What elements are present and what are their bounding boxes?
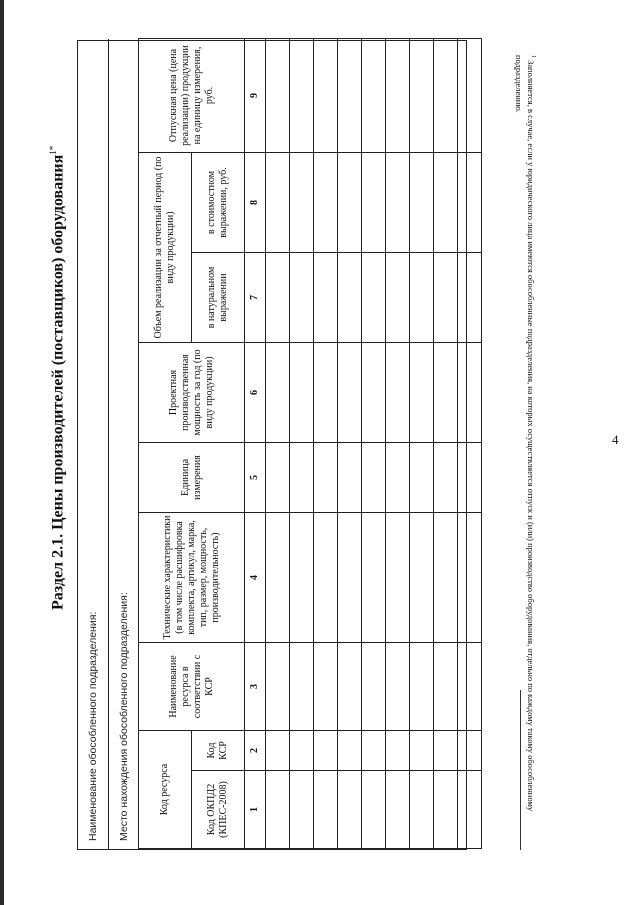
section-title <box>43 145 67 610</box>
table-cell[interactable] <box>266 39 290 153</box>
table-cell[interactable] <box>362 153 386 253</box>
column-number: 8 <box>245 153 266 253</box>
table-cell[interactable] <box>362 253 386 343</box>
title-footnote-marker: 1* <box>48 145 58 155</box>
table-cell[interactable] <box>458 731 482 771</box>
table-cell[interactable] <box>410 343 434 443</box>
table-row <box>362 39 386 849</box>
table-row <box>314 39 338 849</box>
table-cell[interactable] <box>290 253 314 343</box>
table-cell[interactable] <box>362 643 386 731</box>
table-cell[interactable] <box>338 39 362 153</box>
table-cell[interactable] <box>434 771 458 849</box>
header-volume-natural: в натуральном выражении <box>192 253 245 343</box>
table-cell[interactable] <box>458 643 482 731</box>
table-cell[interactable] <box>434 343 458 443</box>
header-ksr-code: Код КСР <box>192 731 245 771</box>
header-unit-price: Отпускная цена (цена реализации) продукции на единицу измерения, руб. <box>139 39 245 153</box>
table-cell[interactable] <box>314 443 338 513</box>
table-cell[interactable] <box>410 771 434 849</box>
header-okpd-code: Код ОКПД2 (КПЕС-2008) <box>192 771 245 849</box>
table-cell[interactable] <box>314 39 338 153</box>
table-cell[interactable] <box>386 643 410 731</box>
price-table <box>138 38 482 849</box>
table-cell[interactable] <box>410 39 434 153</box>
table-cell[interactable] <box>290 443 314 513</box>
table-cell[interactable] <box>458 443 482 513</box>
header-resource-code: Код ресурса <box>139 731 192 849</box>
table-cell[interactable] <box>290 153 314 253</box>
table-row <box>458 39 482 849</box>
table-cell[interactable] <box>410 253 434 343</box>
table-cell[interactable] <box>290 39 314 153</box>
table-cell[interactable] <box>338 513 362 643</box>
column-number: 3 <box>245 643 266 731</box>
table-row <box>290 39 314 849</box>
table-cell[interactable] <box>266 771 290 849</box>
table-cell[interactable] <box>434 253 458 343</box>
table-row <box>338 39 362 849</box>
table-cell[interactable] <box>266 443 290 513</box>
table-cell[interactable] <box>386 443 410 513</box>
header-unit: Единица измерения <box>139 443 245 513</box>
table-cell[interactable] <box>338 253 362 343</box>
table-cell[interactable] <box>338 731 362 771</box>
column-number: 2 <box>245 731 266 771</box>
table-cell[interactable] <box>410 443 434 513</box>
table-cell[interactable] <box>338 771 362 849</box>
column-number: 7 <box>245 253 266 343</box>
column-number-row <box>245 39 266 849</box>
table-cell[interactable] <box>386 771 410 849</box>
table-cell[interactable] <box>410 513 434 643</box>
form-frame <box>77 40 467 850</box>
table-cell[interactable] <box>386 343 410 443</box>
table-cell[interactable] <box>434 443 458 513</box>
table-cell[interactable] <box>314 643 338 731</box>
table-cell[interactable] <box>386 253 410 343</box>
page-number: 4 <box>612 432 619 447</box>
table-cell[interactable] <box>266 153 290 253</box>
table-cell[interactable] <box>290 513 314 643</box>
table-cell[interactable] <box>410 153 434 253</box>
table-cell[interactable] <box>386 153 410 253</box>
header-capacity: Проектная производственная мощность за год (по виду продукции) <box>139 343 245 443</box>
table-cell[interactable] <box>458 513 482 643</box>
table-cell[interactable] <box>266 643 290 731</box>
table-cell[interactable] <box>386 513 410 643</box>
table-cell[interactable] <box>434 153 458 253</box>
table-cell[interactable] <box>434 39 458 153</box>
subdivision-location-field[interactable]: Место нахождения обособленного подразделения: <box>108 39 138 849</box>
header-resource-name: Наименование ресурса в соответствии с КСР <box>139 643 245 731</box>
scan-edge <box>0 0 4 905</box>
table-row <box>386 39 410 849</box>
table-cell[interactable] <box>362 343 386 443</box>
footnote-marker: 1 <box>530 55 536 58</box>
section-title-text: Раздел 2.1. Цены производителей (поставщиков) оборудования <box>49 154 67 610</box>
table-cell[interactable] <box>314 731 338 771</box>
column-number: 6 <box>245 343 266 443</box>
table-cell[interactable] <box>458 771 482 849</box>
table-cell[interactable] <box>290 643 314 731</box>
column-number: 9 <box>245 39 266 153</box>
table-cell[interactable] <box>434 513 458 643</box>
table-cell[interactable] <box>314 253 338 343</box>
table-cell[interactable] <box>410 731 434 771</box>
table-cell[interactable] <box>266 253 290 343</box>
table-cell[interactable] <box>338 153 362 253</box>
table-cell[interactable] <box>410 643 434 731</box>
footnote-text: Заполняется, в случае, если у юридического лица имеются обособленные подразделения, на которых осуществляется отпуск и (или) производство оборудования, отдельно по каждому такому обособленному подразделению. <box>514 55 537 812</box>
table-cell[interactable] <box>458 343 482 443</box>
table-cell[interactable] <box>338 343 362 443</box>
table-cell[interactable] <box>362 513 386 643</box>
table-cell[interactable] <box>266 731 290 771</box>
table-cell[interactable] <box>362 771 386 849</box>
table-row <box>266 39 290 849</box>
table-cell[interactable] <box>290 731 314 771</box>
table-cell[interactable] <box>290 343 314 443</box>
table-cell[interactable] <box>338 443 362 513</box>
table-cell[interactable] <box>314 771 338 849</box>
footnote <box>509 55 539 815</box>
table-cell[interactable] <box>434 643 458 731</box>
table-row <box>434 39 458 849</box>
column-number: 4 <box>245 513 266 643</box>
table-cell[interactable] <box>266 343 290 443</box>
header-tech-specs: Технические характеристики (в том числе расшифровка комплекта, артикул, марка, тип, размер, мощность, производительность) <box>139 513 245 643</box>
column-number: 5 <box>245 443 266 513</box>
header-sales-volume: Объем реализации за отчетный период (по виду продукции) <box>139 153 192 343</box>
table-cell[interactable] <box>314 343 338 443</box>
table-cell[interactable] <box>362 39 386 153</box>
table-cell[interactable] <box>458 253 482 343</box>
column-number: 1 <box>245 771 266 849</box>
table-cell[interactable] <box>386 39 410 153</box>
table-cell[interactable] <box>362 443 386 513</box>
table-cell[interactable] <box>338 643 362 731</box>
table-cell[interactable] <box>314 153 338 253</box>
table-cell[interactable] <box>458 39 482 153</box>
subdivision-name-field[interactable]: Наименование обособленного подразделения: <box>87 611 99 841</box>
table-row <box>410 39 434 849</box>
table-cell[interactable] <box>434 731 458 771</box>
table-cell[interactable] <box>314 513 338 643</box>
table-cell[interactable] <box>266 513 290 643</box>
blank-rows <box>266 39 482 849</box>
table-cell[interactable] <box>386 731 410 771</box>
table-cell[interactable] <box>362 731 386 771</box>
table-cell[interactable] <box>290 771 314 849</box>
header-volume-value: в стоимостном выражении, руб. <box>192 153 245 253</box>
table-cell[interactable] <box>458 153 482 253</box>
